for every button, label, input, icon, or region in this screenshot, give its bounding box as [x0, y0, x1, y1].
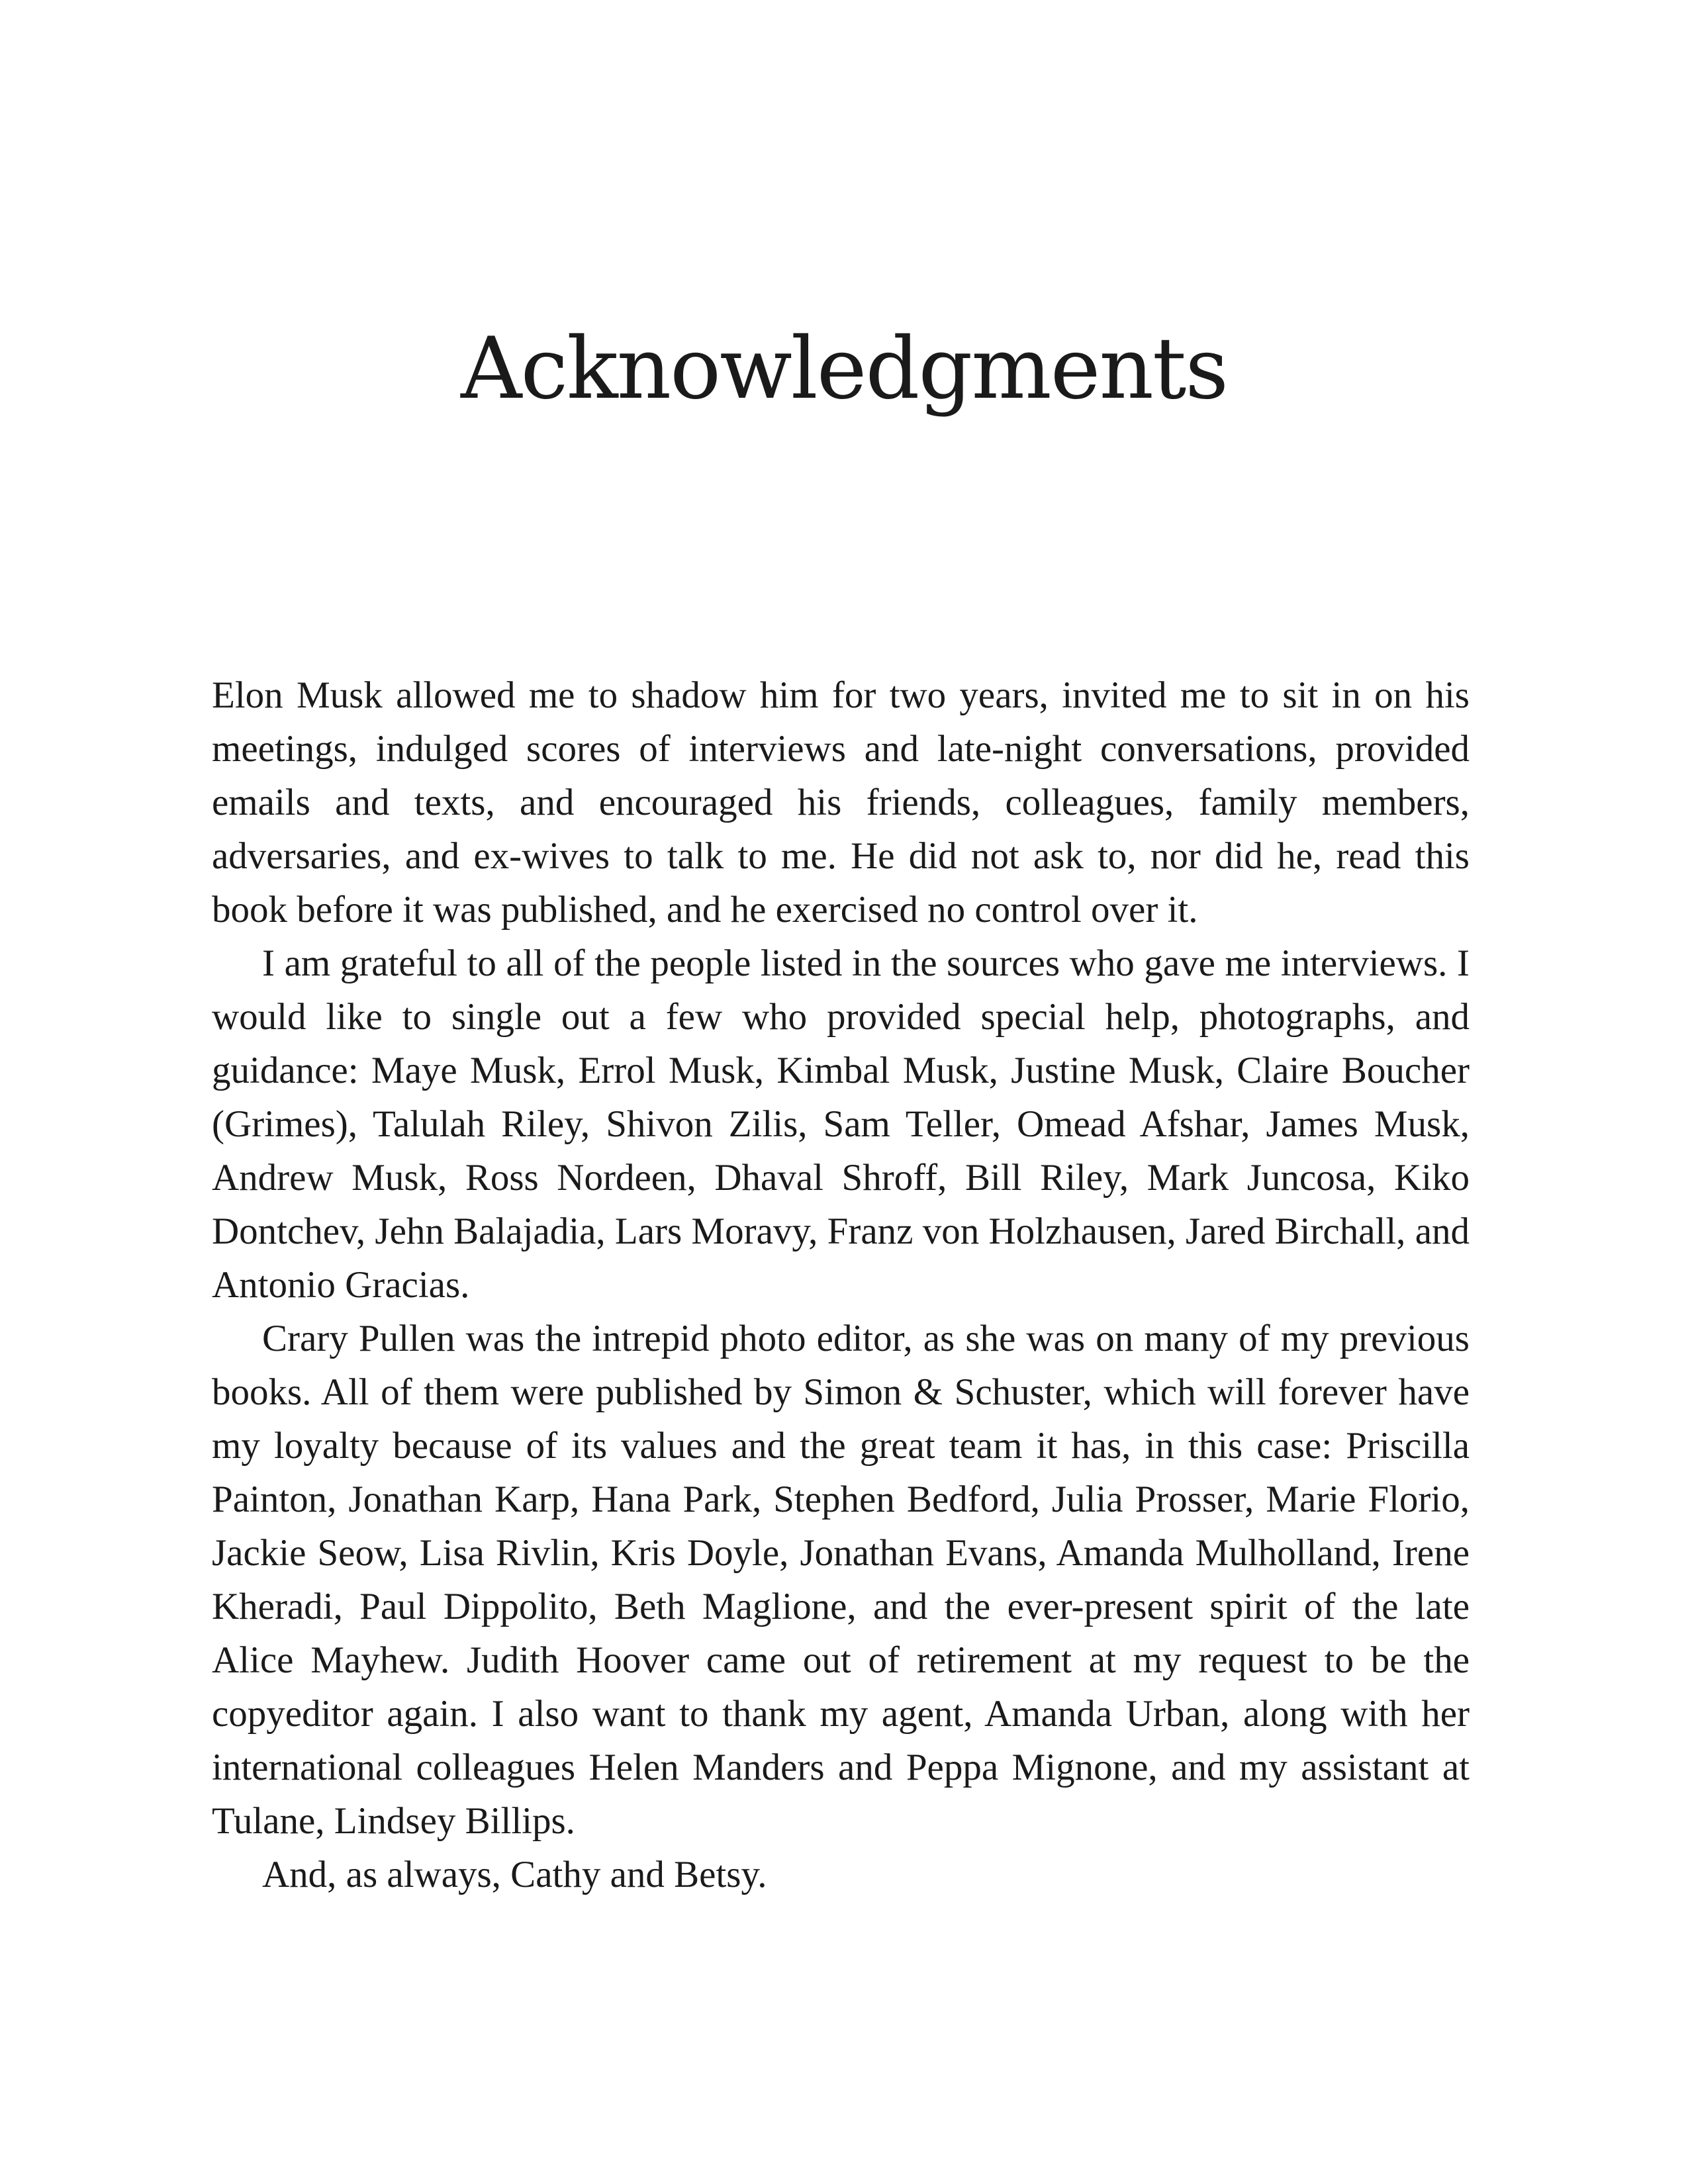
paragraph-3: Crary Pullen was the intrepid photo editor, as she was on many of my previous books. All of them were published by Simon & Schuster, which will forever have my loyalty because of its values and the great team it has, in this case: Priscilla Painton, Jonathan Karp, Hana Park, Stephen Bedford, Julia Prosser, Marie Florio, Jackie Seow, Lisa Rivlin, Kris Doyle, Jonathan Evans, Amanda Mulholland, Irene Kheradi, Paul Dippolito, Beth Maglione, and the ever-present spirit of the late Alice Mayhew. Judith Hoover came out of retirement at my request to be the copyeditor again. I also want to thank my agent, Amanda Urban, along with her international colleagues Helen Manders and Peppa Mignone, and my assistant at Tulane, Lindsey Billips. [212, 1318, 1470, 1842]
paragraph-1: Elon Musk allowed me to shadow him for two years, invited me to sit in on his meetings, indulged scores of interviews and late-night conversations, provided emails and texts, and encouraged his friends, colleagues, family members, adversaries, and ex-wives to talk to me. He did not ask to, nor did he, read this book before it was published, and he exercised no control over it. [212, 674, 1470, 931]
acknowledgments-body [212, 668, 1470, 1901]
page-title: Acknowledgments [461, 320, 1227, 418]
paragraph-2: I am grateful to all of the people listed in the sources who gave me interviews. I would like to single out a few who provided special help, photographs, and guidance: Maye Musk, Errol Musk, Kimbal Musk, Justine Musk, Claire Boucher (Grimes), Talulah Riley, Shivon Zilis, Sam Teller, Omead Afshar, James Musk, Andrew Musk, Ross Nordeen, Dhaval Shroff, Bill Riley, Mark Juncosa, Kiko Dontchev, Jehn Balajadia, Lars Moravy, Franz von Holzhausen, Jared Birchall, and Antonio Gracias. [212, 942, 1470, 1306]
paragraph-4: And, as always, Cathy and Betsy. [262, 1854, 767, 1895]
